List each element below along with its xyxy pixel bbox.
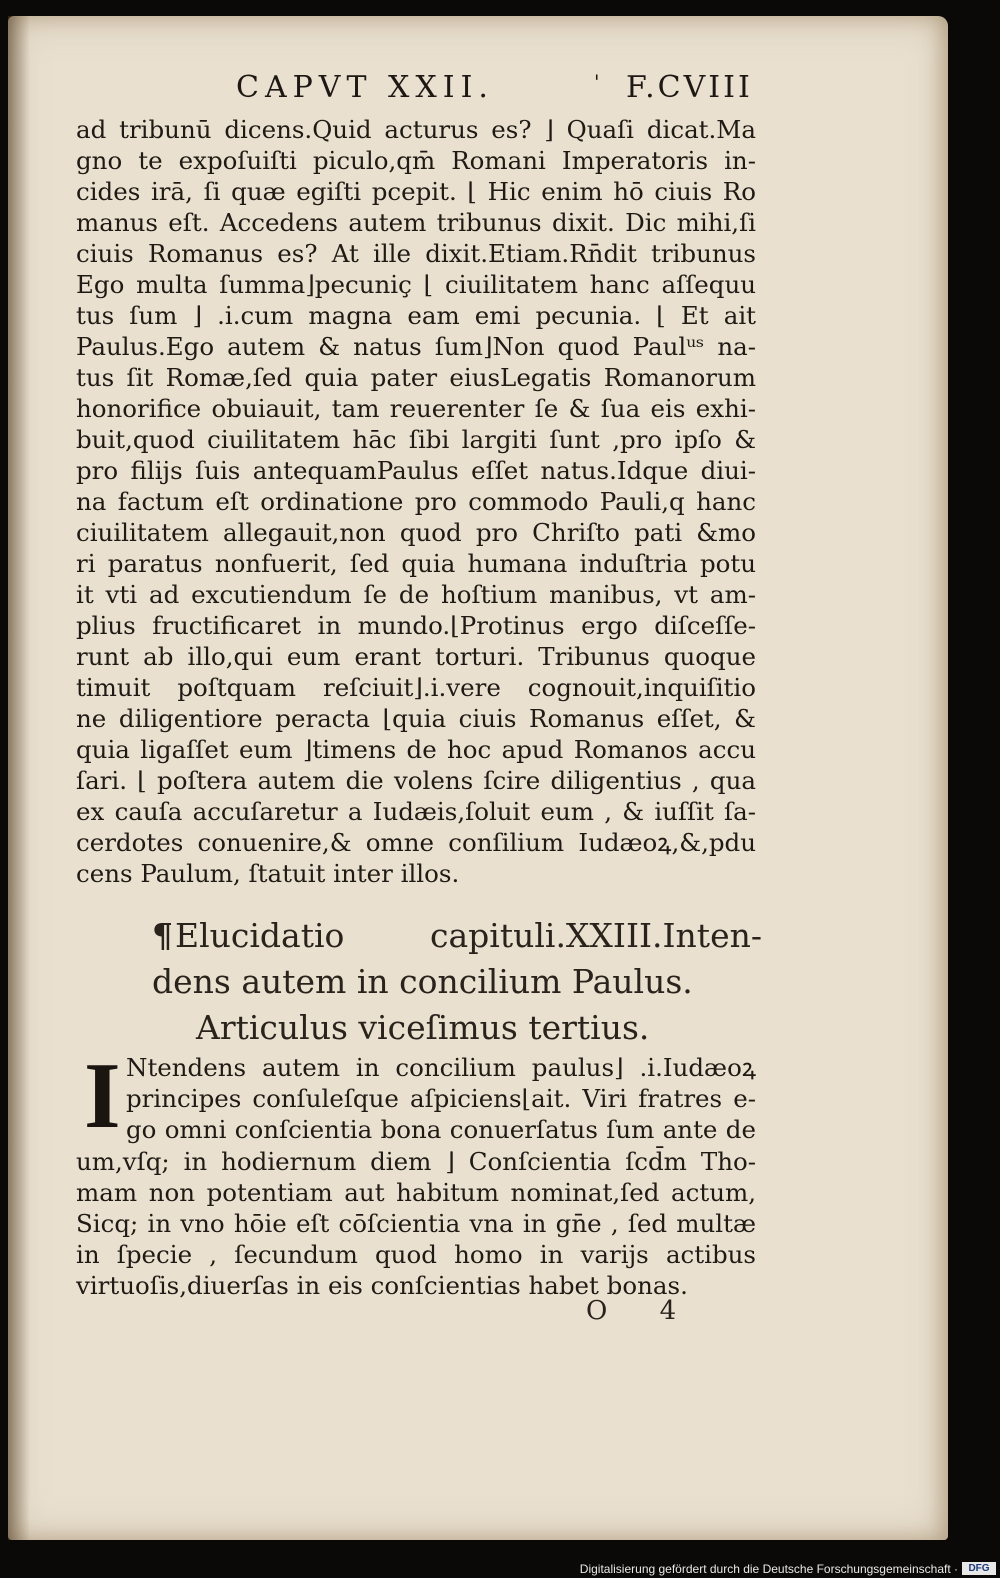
drop-cap-initial: I: [84, 1044, 121, 1148]
digitization-credit: Digitalisierung gefördert durch die Deutsche Forschungsgemeinschaft ·: [579, 1562, 958, 1576]
text-line: pro filijs ſuis antequamPaulus eſſet natus.Idque diui-: [76, 456, 756, 485]
book-page: [8, 16, 948, 1540]
text-line: gno te expoſuiſti piculo,qm̄ Romani Imperatoris in-: [76, 146, 756, 175]
heading-text: Elucidatio capituli.XXIII.Inten-: [175, 916, 762, 955]
text-line: buit,quod ciuilitatem hāc ſibi largiti ſunt ,pro ipſo &: [76, 425, 756, 454]
text-line: honorifice obuiauit, tam reuerenter ſe & ſua eis exhi-: [76, 394, 756, 423]
page-gutter-shadow: [8, 16, 30, 1540]
text-line: Paulus.Ego autem & natus ſum⌋Non quod Paulᵘˢ na-: [76, 332, 756, 361]
text-line: plius fructificaret in mundo.⌊Protinus ergo diſceſſe-: [76, 611, 756, 640]
text-line: Ego multa ſumma⌋pecuniç ⌊ ciuilitatem hanc aſſequu: [76, 270, 756, 299]
text-line: quia ligaſſet eum ⌋timens de hoc apud Romanos accu: [76, 735, 756, 764]
header-mark: ': [594, 70, 602, 94]
text-line: Ntendens autem in concilium paulus⌋ .i.Iudæoꝝ: [126, 1053, 756, 1082]
folio-number: F.CVIII: [626, 70, 753, 105]
text-line: na factum eſt ordinatione pro commodo Pauli,q hanc: [76, 487, 756, 516]
heading-line: [152, 913, 762, 959]
text-line: ſari. ⌊ poſtera autem die volens ſcire diligentius , qua: [76, 766, 756, 795]
text-line: timuit poſtquam reſciuit⌋.i.vere cognouit,inquiſitio: [76, 673, 756, 702]
heading-line: Articulus viceſimus tertius.: [196, 1008, 650, 1047]
text-line: in ſpecie , ſecundum quod homo in varijs actibus: [76, 1240, 756, 1270]
text-line: mam non potentiam aut habitum nominat,ſed actum,: [76, 1177, 756, 1207]
text-line: tus ſum ⌋ .i.cum magna eam emi pecunia. ⌊ Et ait: [76, 301, 756, 330]
body-text: [76, 114, 756, 889]
text-line: principes conſuleſque aſpiciens⌊ait. Viri fratres e-: [126, 1084, 756, 1114]
heading-line: dens autem in concilium Paulus.: [152, 962, 693, 1001]
text-line: cides irā, ſi quæ egiſti pcepit. ⌊ Hic enim hō ciuis Ro: [76, 177, 756, 206]
text-line: Sicq; in vno hōie eſt cōſcientia vna in gn̄e , ſed multæ: [76, 1208, 756, 1238]
article-text: [76, 1044, 756, 1302]
text-line: runt ab illo,qui eum erant torturi. Tribunus quoque: [76, 642, 756, 671]
pilcrow-icon: ¶: [152, 916, 173, 955]
text-line: ciuis Romanus es? At ille dixit.Etiam.Rn̄dit tribunus: [76, 239, 756, 268]
running-title: CAPVT XXII.: [236, 70, 494, 105]
text-line: it vti ad excutiendum ſe de hoſtium manibus, vt am-: [76, 580, 756, 609]
signature-mark: O 4: [586, 1296, 699, 1326]
text-line: ri paratus nonfuerit, ſed quia humana induſtria potu: [76, 549, 756, 578]
text-line: um,vſq; in hodiernum diem ⌋ Conſcientia ſcd̄m Tho-: [76, 1146, 756, 1176]
text-line: virtuoſis,diuerſas in eis conſcientias habet bonas.: [76, 1271, 688, 1301]
text-line: manus eſt. Accedens autem tribunus dixit. Dic mihi,ſi: [76, 208, 756, 237]
page-header: [8, 70, 948, 110]
dfg-logo: DFG: [962, 1562, 996, 1575]
text-line: cens Paulum, ſtatuit inter illos.: [76, 859, 460, 888]
text-line: ad tribunū dicens.Quid acturus es? ⌋ Quaſi dicat.Ma: [76, 115, 756, 144]
text-line: ciuilitatem allegauit,non quod pro Chriſto pati &mo: [76, 518, 756, 547]
text-line: ne diligentiore peracta ⌊quia ciuis Romanus eſſet, &: [76, 704, 756, 733]
text-line: ex cauſa accuſaretur a Iudæis,ſoluit eum , & iuſſit ſa-: [76, 797, 756, 826]
text-line: tus ſit Romæ,ſed quia pater eiusLegatis Romanorum: [76, 363, 756, 392]
text-line: go omni conſcientia bona conuerſatus ſum ante de: [126, 1115, 756, 1145]
section-heading: [152, 913, 762, 1051]
text-line: cerdotes conuenire,& omne conſilium Iudæoꝝ,&,pdu: [76, 828, 756, 857]
